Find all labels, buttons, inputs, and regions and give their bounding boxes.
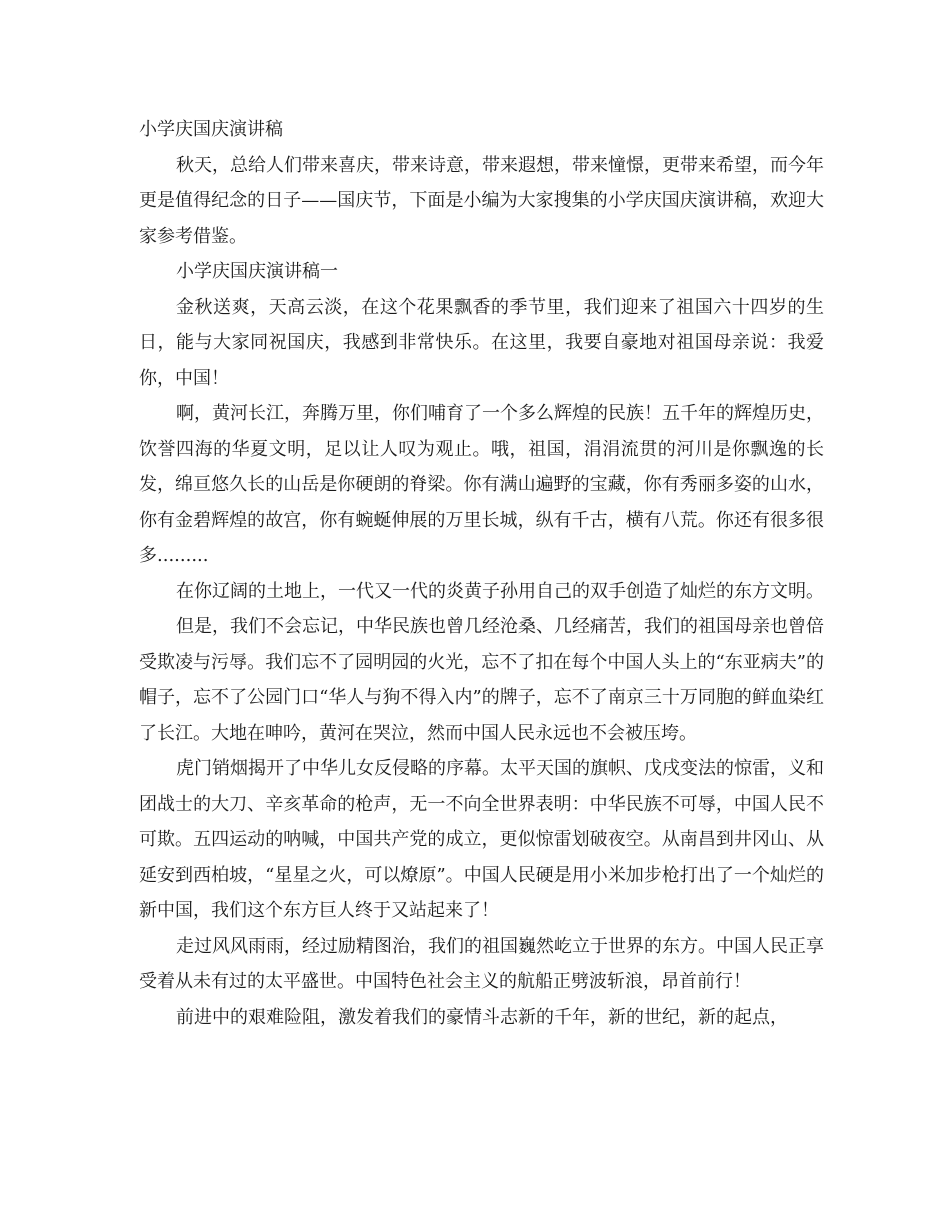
body-paragraph: 但是，我们不会忘记，中华民族也曾几经沧桑、几经痛苦，我们的祖国母亲也曾倍受欺凌与污辱。我们忘不了园明园的火光，忘不了扣在每个中国人头上的“东亚病夫”的帽子，忘不了公园门口“华人与狗不得入内”的牌子，忘不了南京三十万同胞的鲜血染红了长江。大地在呻吟，黄河在哭泣，然而中国人民永远也不会被压垮。 bbox=[139, 616, 824, 744]
body-paragraph: 在你辽阔的土地上，一代又一代的炎黄子孙用自己的双手创造了灿烂的东方文明。 bbox=[176, 580, 824, 602]
body-paragraph: 虎门销烟揭开了中华儿女反侵略的序幕。太平天国的旗帜、戊戌变法的惊雷，义和团战士的大刀、辛亥革命的枪声，无一不向全世界表明：中华民族不可辱，中国人民不可欺。五四运动的呐喊，中国共产党的成立，更似惊雷划破夜空。从南昌到井冈山、从延安到西柏坡，“星星之火，可以燎原”。中国人民硬是用小米加步枪打出了一个灿烂的新中国，我们这个东方巨人终于又站起来了！ bbox=[139, 758, 824, 921]
body-paragraph: 前进中的艰难险阻，激发着我们的豪情斗志新的千年，新的世纪，新的起点， bbox=[176, 1006, 788, 1028]
body-paragraph: 啊，黄河长江，奔腾万里，你们哺育了一个多么辉煌的民族！五千年的辉煌历史，饮誉四海的华夏文明，足以让人叹为观止。哦，祖国，涓涓流贯的河川是你飘逸的长发，绵亘悠久长的山岳是你硬朗的脊梁。你有满山遍野的宝藏，你有秀丽多姿的山水，你有金碧辉煌的故宫，你有蜿蜒伸展的万里长城，纵有千古，横有八荒。你还有很多很多......... bbox=[139, 403, 824, 566]
document-page bbox=[139, 112, 824, 1035]
intro-paragraph: 秋天，总给人们带来喜庆，带来诗意，带来遐想，带来憧憬，更带来希望，而今年更是值得纪念的日子——国庆节，下面是小编为大家搜集的小学庆国庆演讲稿，欢迎大家参考借鉴。 bbox=[139, 154, 824, 247]
document-title: 小学庆国庆演讲稿 bbox=[139, 119, 283, 140]
body-paragraph: 走过风风雨雨，经过励精图治，我们的祖国巍然屹立于世界的东方。中国人民正享受着从未有过的太平盛世。中国特色社会主义的航船正劈波斩浪，昂首前行！ bbox=[139, 935, 824, 992]
section-heading: 小学庆国庆演讲稿一 bbox=[176, 261, 338, 282]
body-paragraph: 金秋送爽，天高云淡，在这个花果飘香的季节里，我们迎来了祖国六十四岁的生日，能与大家同祝国庆，我感到非常快乐。在这里，我要自豪地对祖国母亲说：我爱你，中国！ bbox=[139, 296, 824, 389]
